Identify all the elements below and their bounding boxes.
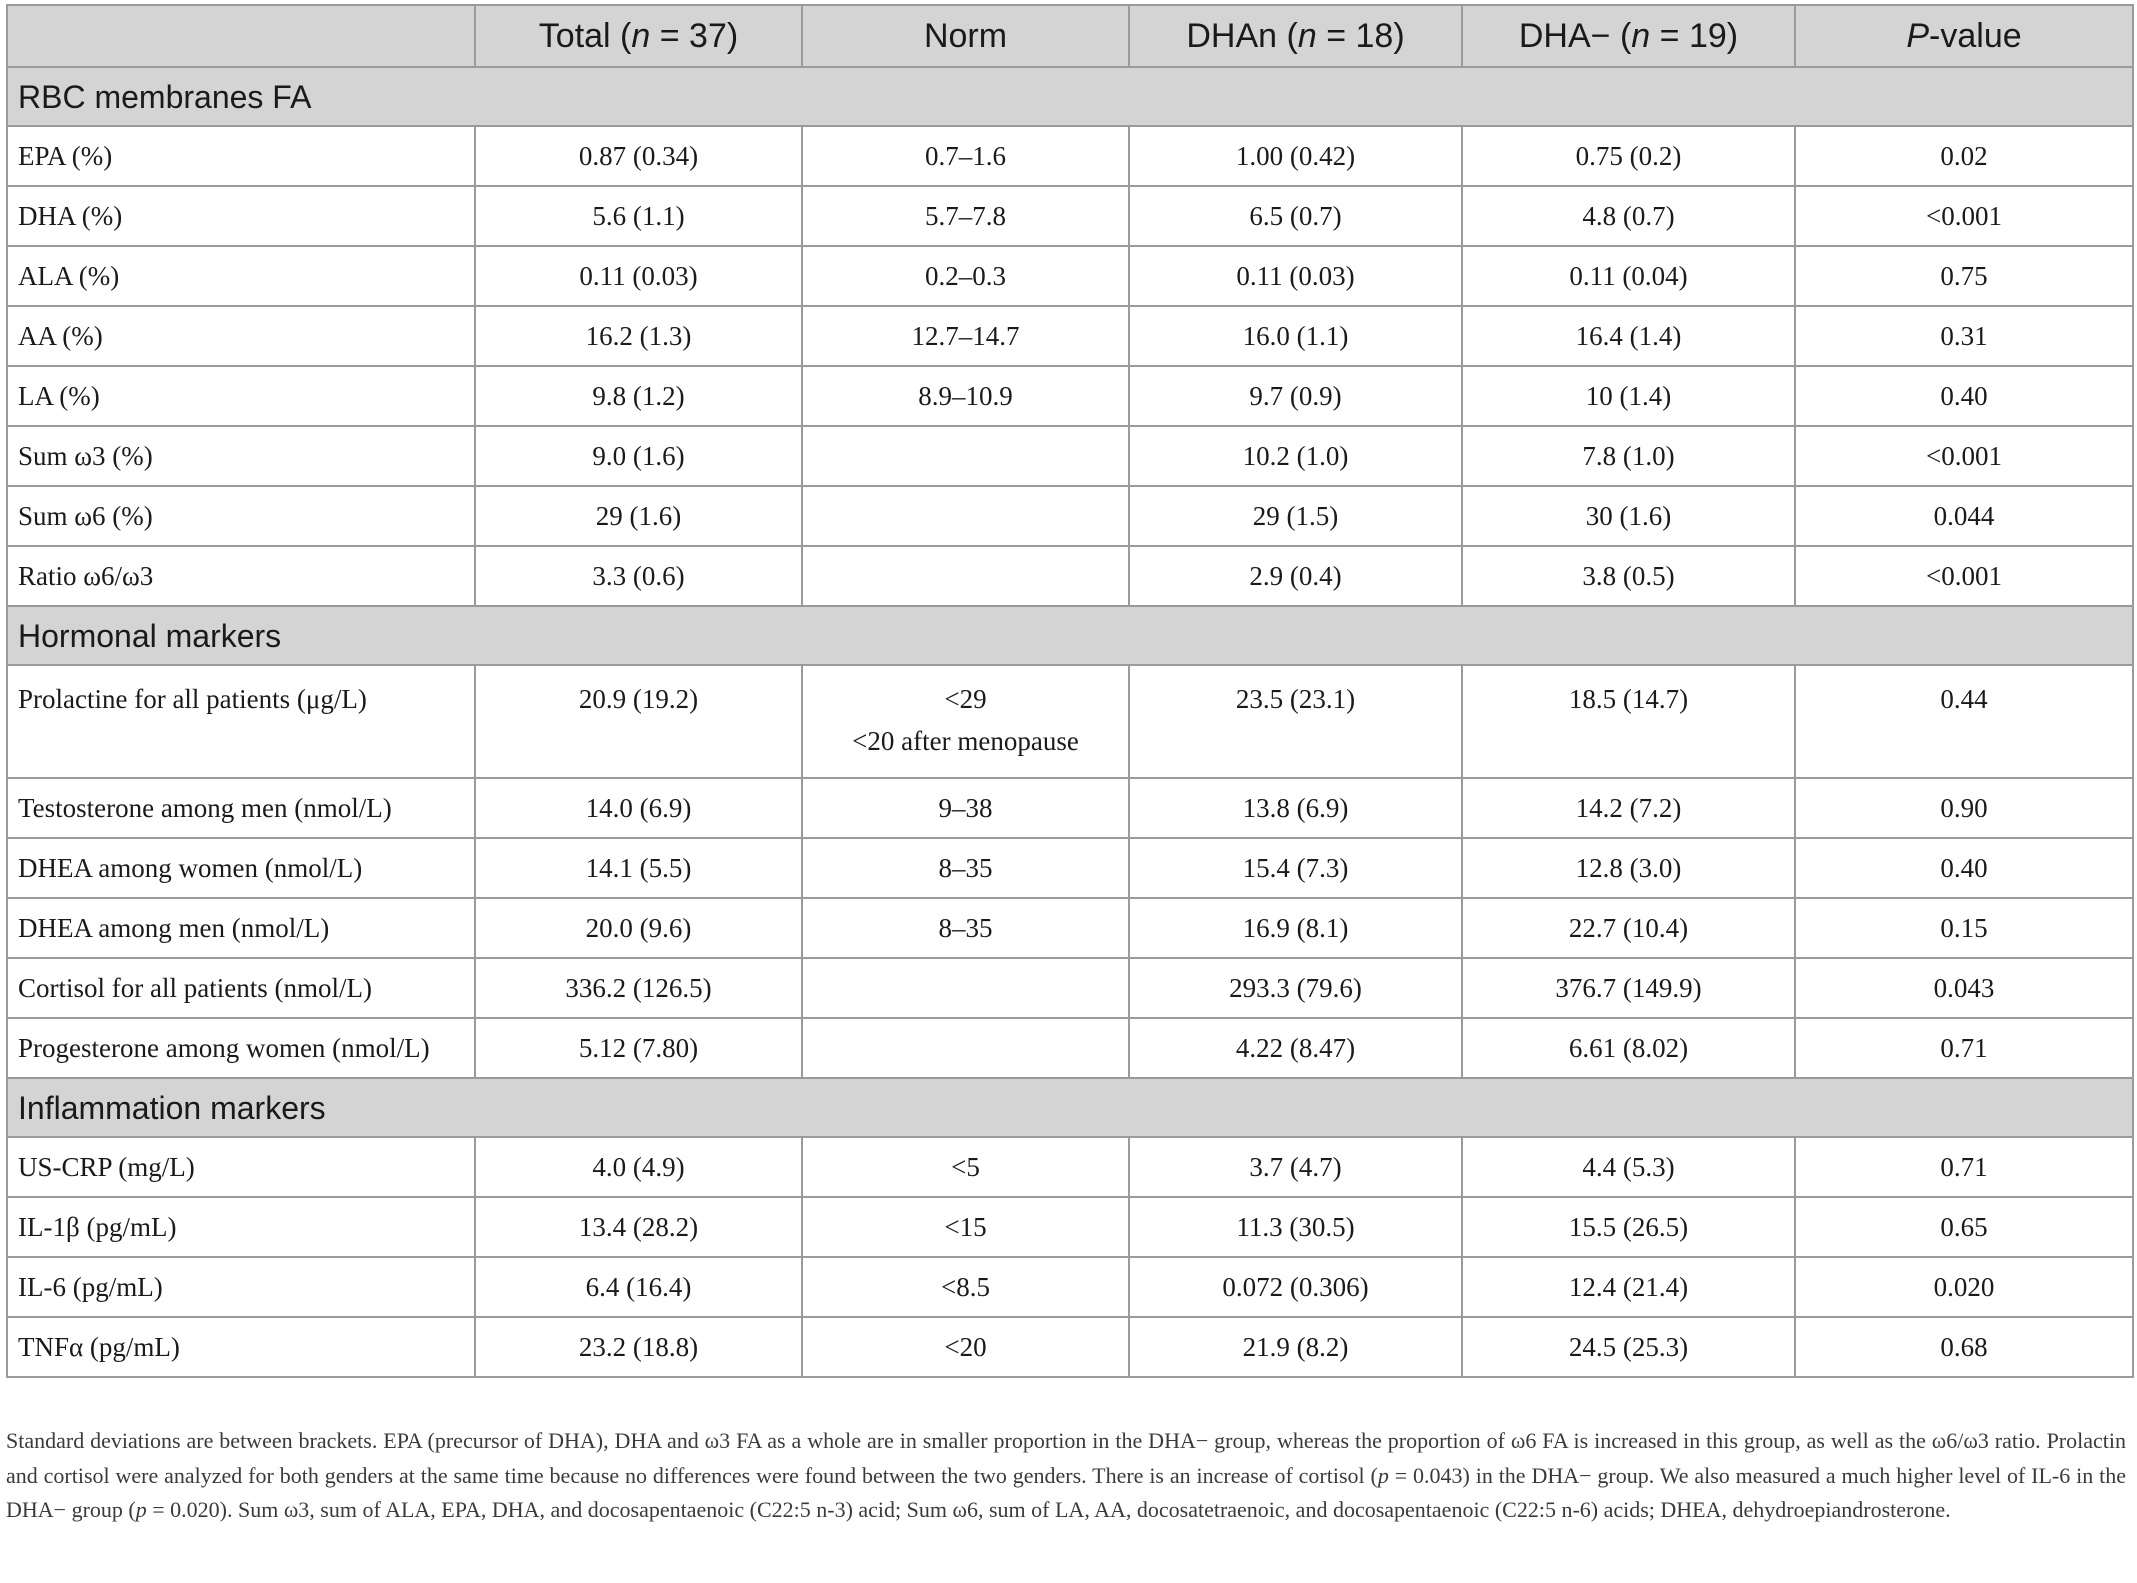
- cell-dhan: 3.7 (4.7): [1129, 1137, 1462, 1197]
- cell-total: 16.2 (1.3): [475, 306, 802, 366]
- cell-total: 5.6 (1.1): [475, 186, 802, 246]
- cell-norm: <15: [802, 1197, 1129, 1257]
- cell-p-value: 0.71: [1795, 1018, 2133, 1078]
- cell-total: 14.0 (6.9): [475, 778, 802, 838]
- cell-total: 3.3 (0.6): [475, 546, 802, 606]
- cell-total: 0.87 (0.34): [475, 126, 802, 186]
- row-label: Sum ω6 (%): [7, 486, 475, 546]
- cell-dhan: 16.9 (8.1): [1129, 898, 1462, 958]
- table-row: [7, 546, 2133, 606]
- cell-total: 20.0 (9.6): [475, 898, 802, 958]
- cell-norm: 0.7–1.6: [802, 126, 1129, 186]
- cell-total: 5.12 (7.80): [475, 1018, 802, 1078]
- cell-p-value: 0.15: [1795, 898, 2133, 958]
- cell-p-value: 0.65: [1795, 1197, 2133, 1257]
- table-container: [6, 4, 2132, 1378]
- row-label: Ratio ω6/ω3: [7, 546, 475, 606]
- cell-dhan: 9.7 (0.9): [1129, 366, 1462, 426]
- cell-dhan: 10.2 (1.0): [1129, 426, 1462, 486]
- cell-norm: [802, 426, 1129, 486]
- cell-dha-minus: 6.61 (8.02): [1462, 1018, 1795, 1078]
- results-table: [6, 4, 2134, 1378]
- row-label: Prolactine for all patients (μg/L): [7, 665, 475, 778]
- table-row: [7, 1018, 2133, 1078]
- row-label: US-CRP (mg/L): [7, 1137, 475, 1197]
- header-dha-minus: DHA− (n = 19): [1462, 5, 1795, 67]
- cell-total: 23.2 (18.8): [475, 1317, 802, 1377]
- cell-dha-minus: 30 (1.6): [1462, 486, 1795, 546]
- cell-p-value: 0.31: [1795, 306, 2133, 366]
- cell-dhan: 23.5 (23.1): [1129, 665, 1462, 778]
- section-title: RBC membranes FA: [7, 67, 2133, 126]
- table-row: [7, 366, 2133, 426]
- table-row: [7, 898, 2133, 958]
- table-row: [7, 778, 2133, 838]
- row-label: AA (%): [7, 306, 475, 366]
- cell-p-value: 0.71: [1795, 1137, 2133, 1197]
- table-row: [7, 958, 2133, 1018]
- cell-dha-minus: 12.8 (3.0): [1462, 838, 1795, 898]
- table-row: [7, 306, 2133, 366]
- cell-total: 9.8 (1.2): [475, 366, 802, 426]
- header-empty: [7, 5, 475, 67]
- cell-norm: [802, 486, 1129, 546]
- cell-total: 29 (1.6): [475, 486, 802, 546]
- row-label: Cortisol for all patients (nmol/L): [7, 958, 475, 1018]
- section-row-hormonal: [7, 606, 2133, 665]
- cell-dha-minus: 15.5 (26.5): [1462, 1197, 1795, 1257]
- row-label: DHEA among women (nmol/L): [7, 838, 475, 898]
- row-label: TNFα (pg/mL): [7, 1317, 475, 1377]
- cell-total: 13.4 (28.2): [475, 1197, 802, 1257]
- section-row-inflammation: [7, 1078, 2133, 1137]
- cell-norm: <20: [802, 1317, 1129, 1377]
- cell-p-value: 0.40: [1795, 838, 2133, 898]
- cell-total: 4.0 (4.9): [475, 1137, 802, 1197]
- cell-p-value: 0.02: [1795, 126, 2133, 186]
- cell-dhan: 15.4 (7.3): [1129, 838, 1462, 898]
- cell-norm: 5.7–7.8: [802, 186, 1129, 246]
- row-label: DHA (%): [7, 186, 475, 246]
- section-row-rbc: [7, 67, 2133, 126]
- table-row: [7, 486, 2133, 546]
- cell-norm: <5: [802, 1137, 1129, 1197]
- cell-dhan: 0.072 (0.306): [1129, 1257, 1462, 1317]
- cell-total: 6.4 (16.4): [475, 1257, 802, 1317]
- row-label: IL-6 (pg/mL): [7, 1257, 475, 1317]
- cell-dhan: 6.5 (0.7): [1129, 186, 1462, 246]
- cell-dhan: 16.0 (1.1): [1129, 306, 1462, 366]
- cell-p-value: 0.40: [1795, 366, 2133, 426]
- section-title: Hormonal markers: [7, 606, 2133, 665]
- cell-p-value: 0.043: [1795, 958, 2133, 1018]
- table-row: [7, 1137, 2133, 1197]
- cell-norm: [802, 546, 1129, 606]
- cell-total: 20.9 (19.2): [475, 665, 802, 778]
- cell-norm: [802, 1018, 1129, 1078]
- cell-dha-minus: 4.8 (0.7): [1462, 186, 1795, 246]
- cell-norm: <8.5: [802, 1257, 1129, 1317]
- cell-total: 14.1 (5.5): [475, 838, 802, 898]
- cell-dhan: 11.3 (30.5): [1129, 1197, 1462, 1257]
- cell-p-value: <0.001: [1795, 546, 2133, 606]
- header-dhan: DHAn (n = 18): [1129, 5, 1462, 67]
- cell-total: 336.2 (126.5): [475, 958, 802, 1018]
- cell-dhan: 293.3 (79.6): [1129, 958, 1462, 1018]
- cell-dha-minus: 4.4 (5.3): [1462, 1137, 1795, 1197]
- cell-dha-minus: 0.11 (0.04): [1462, 246, 1795, 306]
- cell-norm: 8–35: [802, 898, 1129, 958]
- cell-norm: [802, 665, 1129, 778]
- header-p-value: P-value: [1795, 5, 2133, 67]
- row-label: LA (%): [7, 366, 475, 426]
- cell-p-value: 0.68: [1795, 1317, 2133, 1377]
- cell-dha-minus: 3.8 (0.5): [1462, 546, 1795, 606]
- cell-p-value: <0.001: [1795, 426, 2133, 486]
- table-row: [7, 665, 2133, 778]
- row-label: ALA (%): [7, 246, 475, 306]
- cell-p-value: 0.44: [1795, 665, 2133, 778]
- cell-total: 9.0 (1.6): [475, 426, 802, 486]
- table-row: [7, 126, 2133, 186]
- header-row: [7, 5, 2133, 67]
- cell-dha-minus: 16.4 (1.4): [1462, 306, 1795, 366]
- cell-p-value: <0.001: [1795, 186, 2133, 246]
- cell-p-value: 0.020: [1795, 1257, 2133, 1317]
- row-label: Progesterone among women (nmol/L): [7, 1018, 475, 1078]
- cell-dha-minus: 22.7 (10.4): [1462, 898, 1795, 958]
- cell-p-value: 0.044: [1795, 486, 2133, 546]
- table-row: [7, 1197, 2133, 1257]
- cell-norm: [802, 958, 1129, 1018]
- cell-total: 0.11 (0.03): [475, 246, 802, 306]
- row-label: DHEA among men (nmol/L): [7, 898, 475, 958]
- table-row: [7, 426, 2133, 486]
- cell-dhan: 2.9 (0.4): [1129, 546, 1462, 606]
- row-label: IL-1β (pg/mL): [7, 1197, 475, 1257]
- cell-p-value: 0.90: [1795, 778, 2133, 838]
- cell-norm: 12.7–14.7: [802, 306, 1129, 366]
- header-total: Total (n = 37): [475, 5, 802, 67]
- header-norm: Norm: [802, 5, 1129, 67]
- row-label: Testosterone among men (nmol/L): [7, 778, 475, 838]
- cell-dha-minus: 0.75 (0.2): [1462, 126, 1795, 186]
- cell-dha-minus: 376.7 (149.9): [1462, 958, 1795, 1018]
- cell-dhan: 0.11 (0.03): [1129, 246, 1462, 306]
- cell-norm: 9–38: [802, 778, 1129, 838]
- cell-dha-minus: 12.4 (21.4): [1462, 1257, 1795, 1317]
- section-title: Inflammation markers: [7, 1078, 2133, 1137]
- cell-norm: 0.2–0.3: [802, 246, 1129, 306]
- cell-dha-minus: 7.8 (1.0): [1462, 426, 1795, 486]
- row-label: EPA (%): [7, 126, 475, 186]
- cell-norm: 8.9–10.9: [802, 366, 1129, 426]
- cell-p-value: 0.75: [1795, 246, 2133, 306]
- cell-dhan: 4.22 (8.47): [1129, 1018, 1462, 1078]
- norm-line-2: <20 after menopause: [852, 726, 1079, 756]
- cell-dha-minus: 18.5 (14.7): [1462, 665, 1795, 778]
- table-row: [7, 1317, 2133, 1377]
- norm-line-1: <29: [944, 684, 987, 714]
- row-label: Sum ω3 (%): [7, 426, 475, 486]
- table-row: [7, 246, 2133, 306]
- table-row: [7, 838, 2133, 898]
- cell-dha-minus: 14.2 (7.2): [1462, 778, 1795, 838]
- table-row: [7, 186, 2133, 246]
- table-footnote: Standard deviations are between brackets. EPA (precursor of DHA), DHA and ω3 FA as a whole are in smaller proportion in the DHA− group, whereas the proportion of ω6 FA is increased in this group, as well as the ω6/ω3 ratio. Prolactin and cortisol were analyzed for both genders at the same time because no differences were found between the two genders. There is an increase of cortisol (p = 0.043) in the DHA− group. We also measured a much higher level of IL-6 in the DHA− group (p = 0.020). Sum ω3, sum of ALA, EPA, DHA, and docosapentaenoic (C22:5 n-3) acid; Sum ω6, sum of LA, AA, docosatetraenoic, and docosapentaenoic (C22:5 n-6) acids; DHEA, dehydroepiandrosterone.: [6, 1428, 2126, 1522]
- cell-norm: 8–35: [802, 838, 1129, 898]
- cell-dhan: 13.8 (6.9): [1129, 778, 1462, 838]
- cell-dha-minus: 24.5 (25.3): [1462, 1317, 1795, 1377]
- cell-dhan: 21.9 (8.2): [1129, 1317, 1462, 1377]
- cell-dhan: 29 (1.5): [1129, 486, 1462, 546]
- table-row: [7, 1257, 2133, 1317]
- cell-dhan: 1.00 (0.42): [1129, 126, 1462, 186]
- cell-dha-minus: 10 (1.4): [1462, 366, 1795, 426]
